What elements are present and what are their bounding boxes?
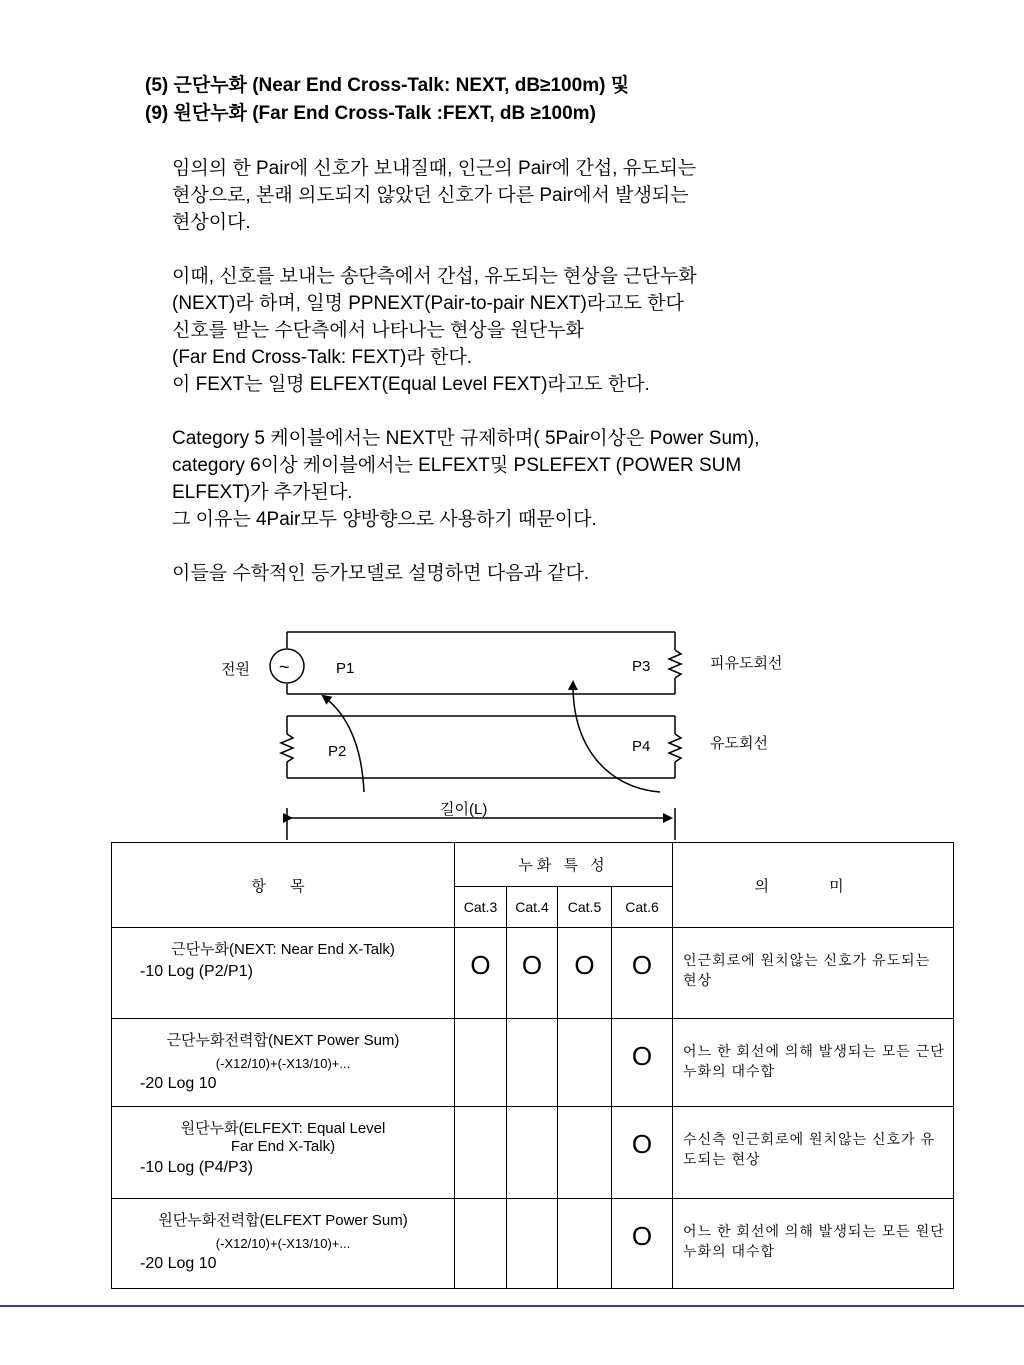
mark-cat4	[507, 1019, 558, 1107]
mark-cat3	[455, 1019, 507, 1107]
heading-next: (5) 근단누화 (Near End Cross-Talk: NEXT, dB≥100m) 및	[145, 75, 630, 96]
mark-cat4: O	[507, 928, 558, 1019]
p4-label: P4	[632, 738, 651, 755]
item-name: 근단누화(NEXT: Near End X-Talk)	[171, 941, 395, 958]
item-name: 근단누화전력합(NEXT Power Sum)	[166, 1032, 400, 1049]
table-row	[112, 928, 954, 1019]
mark-cat6: O	[612, 1019, 673, 1107]
mark-cat6: O	[612, 1199, 673, 1289]
mark-cat4	[507, 1107, 558, 1199]
fext-arrow-icon	[573, 682, 660, 792]
header-meaning: 의 미	[673, 843, 954, 928]
paragraph-model-intro: 이들을 수학적인 등가모델로 설명하면 다음과 같다.	[172, 563, 590, 584]
item-formula: -20 Log 10	[140, 1255, 217, 1272]
item-exponent: (-X12/10)+(-X13/10)+...	[215, 1236, 351, 1251]
heading-fext: (9) 원단누화 (Far End Cross-Talk :FEXT, dB ≥100m)	[145, 103, 596, 124]
p2-resistor-icon	[281, 734, 293, 762]
meaning-cell: 수신측 인근회로에 원치않는 신호가 유도되는 현상	[673, 1107, 954, 1199]
paragraph-definition: 임의의 한 Pair에 신호가 보내질때, 인근의 Pair에 간섭, 유도되는 현상으로, 본래 의도되지 않았던 신호가 다른 Pair에서 발생되는 현상이다.	[172, 158, 697, 233]
header-cat3: Cat.3	[455, 886, 507, 928]
meaning-cell: 어느 한 회선에 의해 발생되는 모든 원단누화의 대수합	[673, 1199, 954, 1289]
table-row	[112, 1107, 954, 1199]
victim-line-label: 피유도회선	[710, 655, 783, 672]
mark-cat3	[455, 1199, 507, 1289]
mark-cat6: O	[612, 928, 673, 1019]
mark-cat6: O	[612, 1107, 673, 1199]
item-cell	[112, 1107, 455, 1199]
crosstalk-table	[111, 842, 954, 1289]
p1-label: P1	[336, 660, 355, 677]
table-header-row	[112, 843, 954, 887]
p3-label: P3	[632, 658, 651, 675]
item-cell	[112, 1019, 455, 1107]
item-cell	[112, 1199, 455, 1289]
mark-cat5	[558, 1107, 612, 1199]
header-cat6: Cat.6	[612, 886, 673, 928]
item-exponent: (-X12/10)+(-X13/10)+...	[215, 1056, 351, 1071]
mark-cat5: O	[558, 928, 612, 1019]
mark-cat3: O	[455, 928, 507, 1019]
footer-rule	[0, 1305, 1024, 1307]
length-label: 길이(L)	[440, 801, 488, 818]
mark-cat4	[507, 1199, 558, 1289]
item-cell	[112, 928, 455, 1019]
header-cat5: Cat.5	[558, 886, 612, 928]
item-formula: -20 Log 10	[140, 1075, 217, 1092]
mark-cat3	[455, 1107, 507, 1199]
p3-resistor-icon	[669, 650, 681, 678]
header-crosstalk-characteristics: 누화 특 성	[455, 843, 673, 887]
table-row	[112, 1019, 954, 1107]
disturbing-line-label: 유도회선	[710, 735, 768, 752]
meaning-cell: 인근회로에 원치않는 신호가 유도되는 현상	[673, 928, 954, 1019]
meaning-cell: 어느 한 회선에 의해 발생되는 모든 근단누화의 대수합	[673, 1019, 954, 1107]
source-symbol: ~	[279, 657, 290, 677]
p2-label: P2	[328, 743, 347, 760]
item-formula: -10 Log (P4/P3)	[140, 1159, 253, 1176]
source-label: 전원	[221, 661, 250, 678]
paragraph-next-fext: 이때, 신호를 보내는 송단측에서 간섭, 유도되는 현상을 근단누화 (NEXT)라 하며, 일명 PPNEXT(Pair-to-pair NEXT)라고도 한다 신호를 받는 수단측에서 나타나는 현상을 원단누화 (Far End Cross-Talk: FEXT)라 한다. 이 FEXT는 일명 ELFEXT(Equal Level FEXT)라고도 한다.	[172, 266, 697, 395]
p4-resistor-icon	[669, 734, 681, 762]
item-name: 원단누화전력합(ELFEXT Power Sum)	[158, 1212, 408, 1229]
table-row	[112, 1199, 954, 1289]
item-formula: -10 Log (P2/P1)	[140, 963, 253, 980]
header-item: 항 목	[112, 843, 455, 928]
header-cat4: Cat.4	[507, 886, 558, 928]
mark-cat5	[558, 1019, 612, 1107]
item-name: 원단누화(ELFEXT: Equal Level Far End X-Talk)	[180, 1120, 386, 1155]
mark-cat5	[558, 1199, 612, 1289]
paragraph-category: Category 5 케이블에서는 NEXT만 규제하며( 5Pair이상은 Power Sum), category 6이상 케이블에서는 ELFEXT및 PSLEFEXT (POWER SUM ELFEXT)가 추가된다. 그 이유는 4Pair모두 양방향으로 사용하기 때문이다.	[172, 428, 760, 530]
